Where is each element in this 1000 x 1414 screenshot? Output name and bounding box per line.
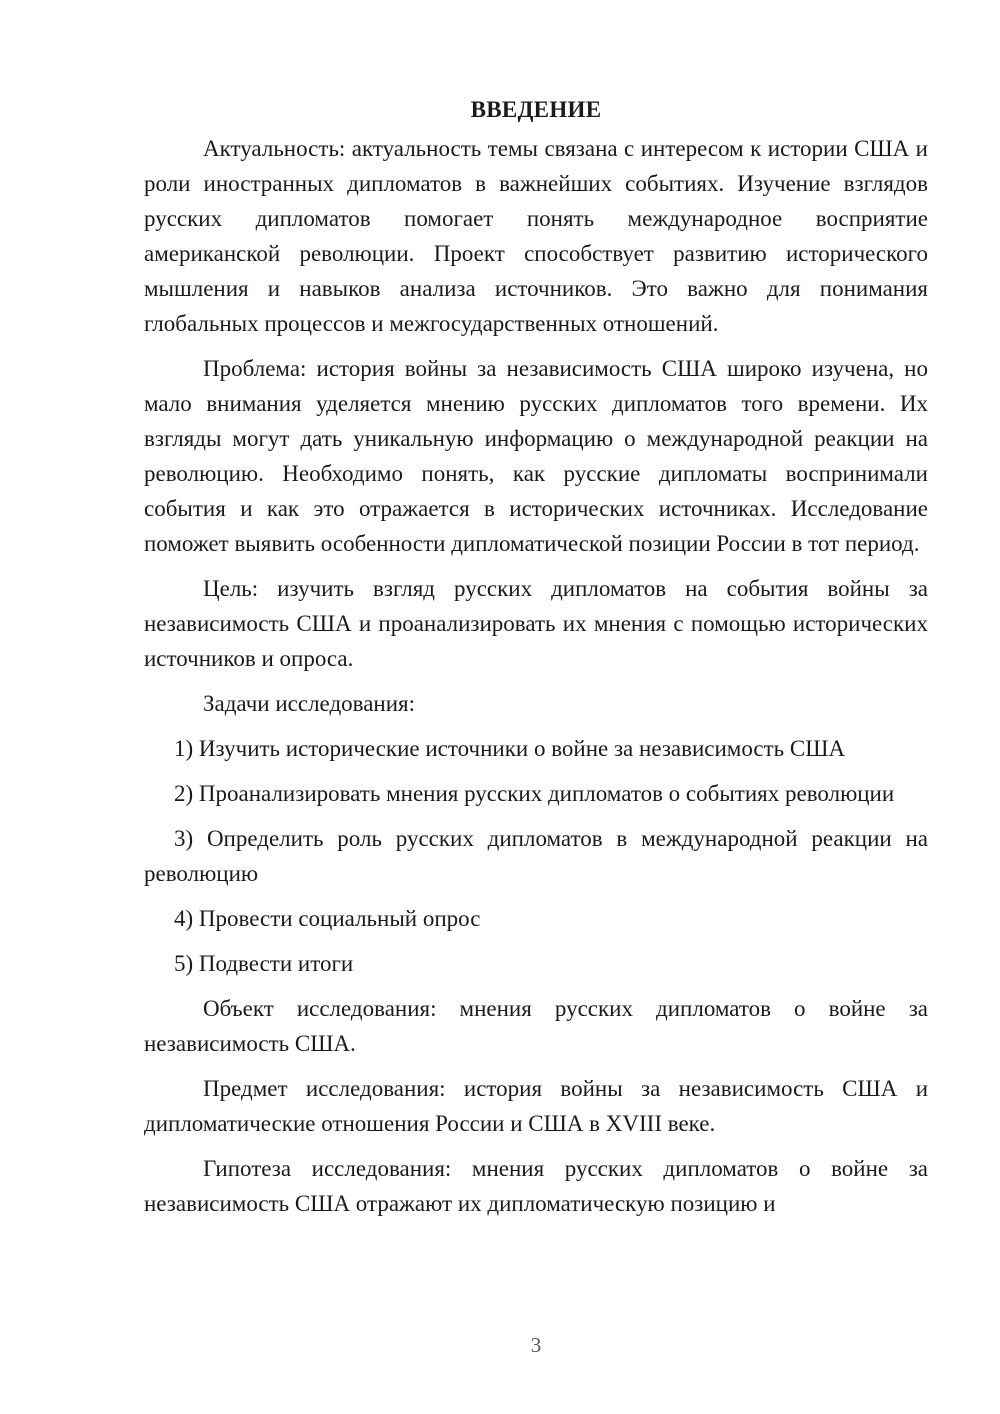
hypothesis-paragraph: Гипотеза исследования: мнения русских дипломатов о войне за независимость США отражают их дипломатическую позицию и bbox=[144, 1156, 928, 1216]
object-paragraph: Объект исследования: мнения русских дипломатов о войне за независимость США. bbox=[144, 996, 928, 1056]
task-item-3: 3) Определить роль русских дипломатов в международной реакции на революцию bbox=[144, 826, 928, 886]
goal-paragraph: Цель: изучить взгляд русских дипломатов на события войны за независимость США и проанализировать их мнения с помощью исторических источников и опроса. bbox=[144, 576, 928, 671]
tasks-heading: Задачи исследования: bbox=[203, 691, 416, 716]
task-item-2: 2) Проанализировать мнения русских дипломатов о событиях революции bbox=[174, 781, 895, 806]
relevance-paragraph: Актуальность: актуальность темы связана с интересом к истории США и роли иностранных дипломатов в важнейших событиях. Изучение взглядов русских дипломатов помогает понять международное восприятие американской революции. Проект способствует развитию исторического мышления и навыков анализа источников. Это важно для понимания глобальных процессов и межгосударственных отношений. bbox=[144, 136, 928, 336]
task-item-4: 4) Провести социальный опрос bbox=[174, 906, 481, 931]
problem-paragraph: Проблема: история войны за независимость США широко изучена, но мало внимания уделяется мнению русских дипломатов того времени. Их взгляды могут дать уникальную информацию о международной реакции на революцию. Необходимо понять, как русские дипломаты воспринимали события и как это отражается в исторических источниках. Исследование поможет выявить особенности дипломатической позиции России в тот период. bbox=[144, 356, 928, 556]
task-item-1: 1) Изучить исторические источники о войне за независимость США bbox=[174, 736, 846, 761]
section-title: ВВЕДЕНИЕ bbox=[470, 97, 602, 122]
page-number: 3 bbox=[530, 1333, 542, 1357]
document-page bbox=[144, 92, 928, 1231]
subject-paragraph: Предмет исследования: история войны за независимость США и дипломатические отношения России и США в XVIII веке. bbox=[144, 1076, 928, 1136]
task-item-5: 5) Подвести итоги bbox=[174, 951, 354, 976]
